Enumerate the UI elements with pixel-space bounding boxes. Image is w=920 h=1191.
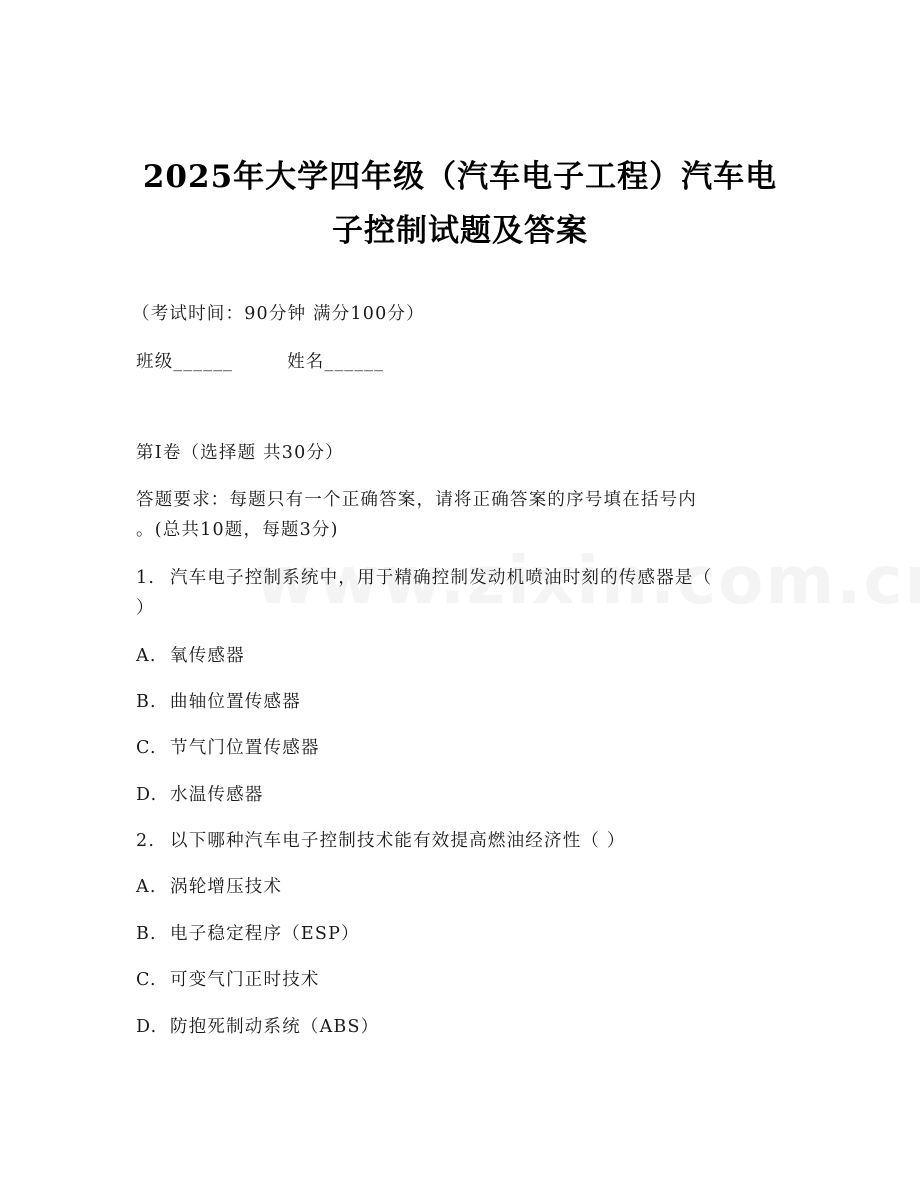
section-heading: 第I卷（选择题 共30分） xyxy=(136,443,344,463)
option-letter: D. xyxy=(136,785,158,805)
title-line-1: 2025年大学四年级（汽车电子工程）汽车电 xyxy=(142,159,778,195)
option-text: 电子稳定程序（ESP） xyxy=(170,924,360,944)
option-letter: B. xyxy=(136,692,157,712)
name-field-label: 姓名______ xyxy=(287,352,385,372)
question-2 xyxy=(136,829,626,853)
question-number: 2. xyxy=(136,831,156,851)
option-letter: C. xyxy=(136,738,157,758)
option-text: 水温传感器 xyxy=(170,785,264,805)
question-text: 以下哪种汽车电子控制技术能有效提高燃油经济性（ ） xyxy=(170,831,626,851)
document-title xyxy=(120,150,800,258)
question-2-option-b xyxy=(136,922,360,946)
question-1-option-c xyxy=(136,736,320,760)
option-text: 涡轮增压技术 xyxy=(170,877,283,897)
option-letter: A. xyxy=(136,877,157,897)
title-line-2: 子控制试题及答案 xyxy=(332,213,588,249)
question-1-continuation: ） xyxy=(136,598,155,618)
option-text: 节气门位置传感器 xyxy=(170,738,320,758)
question-1-option-b xyxy=(136,690,301,714)
instructions-line-2: 。(总共10题，每题3分) xyxy=(136,520,339,540)
class-field-label: 班级______ xyxy=(136,352,234,372)
student-info-line xyxy=(136,350,384,374)
exam-info: （考试时间：90分钟 满分100分） xyxy=(132,304,425,324)
question-1 xyxy=(136,566,712,590)
question-1-option-a xyxy=(136,644,245,668)
option-letter: C. xyxy=(136,970,157,990)
option-letter: A. xyxy=(136,646,157,666)
question-text: 汽车电子控制系统中，用于精确控制发动机喷油时刻的传感器是（ xyxy=(170,568,713,588)
question-2-option-a xyxy=(136,875,282,899)
instructions-line-1: 答题要求：每题只有一个正确答案，请将正确答案的序号填在括号内 xyxy=(136,490,697,510)
option-text: 曲轴位置传感器 xyxy=(170,692,301,712)
option-text: 防抱死制动系统（ABS） xyxy=(170,1017,380,1037)
option-text: 可变气门正时技术 xyxy=(170,970,320,990)
option-letter: B. xyxy=(136,924,157,944)
question-2-option-c xyxy=(136,968,320,992)
option-letter: D. xyxy=(136,1017,158,1037)
question-1-option-d xyxy=(136,783,264,807)
option-text: 氧传感器 xyxy=(170,646,245,666)
question-2-option-d xyxy=(136,1015,379,1039)
question-number: 1. xyxy=(136,568,156,588)
